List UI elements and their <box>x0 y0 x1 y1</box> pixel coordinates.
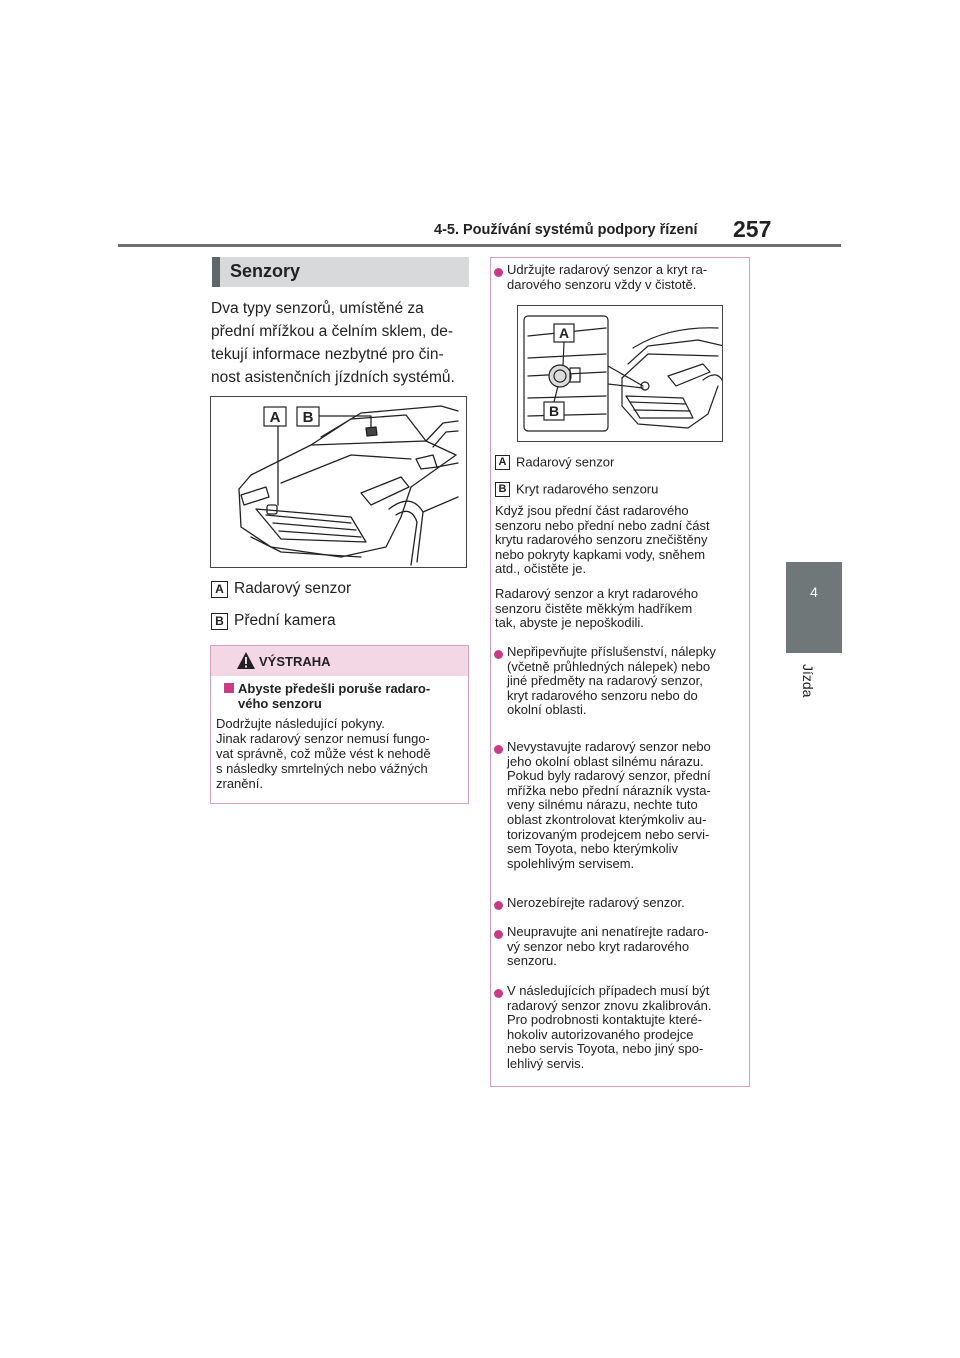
warning-line: Dodržujte následující pokyny. <box>216 716 385 731</box>
bullet-icon <box>494 901 503 910</box>
text-line: kryt radarového senzoru nebo do <box>507 687 698 703</box>
warning-line: zranění. <box>216 776 263 791</box>
text-line: nebo servis Toyota, nebo jiný spo- <box>507 1041 704 1057</box>
bullet-no-disassembly <box>507 896 747 911</box>
section-heading-text: Senzory <box>230 261 301 281</box>
bullet-icon <box>494 268 503 277</box>
text-line: spolehlivým servisem. <box>507 855 635 871</box>
cleaning-paragraph-2 <box>495 587 745 631</box>
legend-text-a-right: Radarový senzor <box>516 454 615 470</box>
section-heading <box>212 257 469 287</box>
bullet-clean-sensor <box>507 263 745 292</box>
chapter-tab-number: 4 <box>810 584 818 600</box>
warning-body <box>216 716 466 791</box>
text-line: radarový senzor znovu zkalibrován. <box>507 997 712 1013</box>
legend-item-b-right <box>495 482 658 497</box>
text-line: Pro podrobnosti kontaktujte které- <box>507 1012 703 1028</box>
warning-line: vat správně, což může vést k nehodě <box>216 746 431 761</box>
warning-subtitle <box>224 681 464 711</box>
intro-line: Dva typy senzorů, umístěné za <box>211 300 424 317</box>
legend-text-a: Radarový senzor <box>234 580 352 597</box>
legend-key-b: B <box>211 613 228 630</box>
text-line: Nerozebírejte radarový senzor. <box>507 895 685 910</box>
text-line: veny silnému nárazu, nechte tuto <box>507 797 698 813</box>
text-line: Neupravujte ani nenatírejte radaro- <box>507 924 709 939</box>
page-number: 257 <box>733 216 772 242</box>
text-line: mřížka nebo přední nárazník vysta- <box>507 782 711 798</box>
fig2-label-a: A <box>558 325 570 341</box>
bullet-icon <box>494 989 503 998</box>
text-line: okolní oblasti. <box>507 702 587 718</box>
legend-text-b: Přední kamera <box>234 612 336 629</box>
warning-subtitle-line: vého senzoru <box>238 696 322 711</box>
legend-item-b <box>211 612 336 632</box>
text-line: sem Toyota, nebo kterýmkoliv <box>507 841 678 857</box>
radar-sensor-illustration <box>517 305 723 442</box>
legend-item-a-right <box>495 455 614 470</box>
text-line: Nepřipevňujte příslušenství, nálepky <box>507 644 716 659</box>
intro-line: tekují informace nezbytné pro čin- <box>211 346 444 363</box>
radar-closeup-drawing <box>518 306 723 442</box>
warning-line: Jinak radarový senzor nemusí fungo- <box>216 731 430 746</box>
text-line: V následujících případech musí být <box>507 983 710 998</box>
chapter-tab <box>786 562 842 653</box>
chapter-tab-label: Jízda <box>800 664 816 698</box>
car-front-drawing <box>211 397 467 568</box>
intro-paragraph <box>211 297 476 389</box>
text-line: krytu radarového senzoru znečištěny <box>495 532 708 548</box>
bullet-icon <box>494 930 503 939</box>
warning-triangle-icon <box>236 651 256 670</box>
legend-text-b-right: Kryt radarového senzoru <box>516 481 659 497</box>
bullet-no-accessories <box>507 645 747 718</box>
warning-subtitle-line: Abyste předešli poruše radaro- <box>238 681 431 696</box>
header-rule <box>118 244 841 247</box>
legend-key-a-right: A <box>495 455 510 470</box>
text-line: hokoliv autorizovaného prodejce <box>507 1026 694 1042</box>
text-line: Když jsou přední část radarového <box>495 503 689 518</box>
warning-box <box>210 645 469 804</box>
bullet-icon <box>494 745 503 754</box>
text-line: Udržujte radarový senzor a kryt ra- <box>507 262 708 277</box>
text-line: senzoru nebo přední nebo zadní část <box>495 517 710 533</box>
text-line: jeho okolní oblast silnému nárazu. <box>507 753 704 769</box>
legend-item-a <box>211 580 351 600</box>
cleaning-paragraph-1 <box>495 504 745 577</box>
bullet-icon <box>494 650 503 659</box>
bullet-no-impact <box>507 740 747 871</box>
text-line: senzoru. <box>507 953 557 969</box>
fig1-label-b: B <box>302 409 314 426</box>
chapter-tab-label-box <box>796 664 836 744</box>
warning-line: s následky smrtelných nebo vážných <box>216 761 428 776</box>
fig1-label-a: A <box>269 409 281 426</box>
text-line: jiné předměty na radarový senzor, <box>507 673 703 689</box>
square-bullet-icon <box>224 683 234 693</box>
text-line: (včetně průhledných nálepek) nebo <box>507 658 711 674</box>
chapter-title: 4-5. Používání systémů podpory řízení <box>434 222 698 238</box>
warning-title: VÝSTRAHA <box>259 654 331 669</box>
text-line: atd., očistěte je. <box>495 561 587 577</box>
fig2-label-b: B <box>548 403 560 419</box>
bullet-no-modification <box>507 925 747 969</box>
legend-key-b-right: B <box>495 482 510 497</box>
text-line: Radarový senzor a kryt radarového <box>495 586 699 601</box>
car-sensors-illustration <box>210 396 467 568</box>
legend-key-a: A <box>211 581 228 598</box>
text-line: oblast zkontrolovat kterýmkoliv au- <box>507 811 707 827</box>
text-line: torizovaným prodejcem nebo servi- <box>507 826 710 842</box>
warning-header <box>211 646 468 676</box>
text-line: senzoru čistěte měkkým hadříkem <box>495 600 693 616</box>
bullet-recalibration <box>507 984 747 1072</box>
intro-line: přední mřížkou a čelním sklem, de- <box>211 323 454 340</box>
text-line: darového senzoru vždy v čistotě. <box>507 276 697 292</box>
text-line: vý senzor nebo kryt radarového <box>507 938 690 954</box>
text-line: tak, abyste je nepoškodili. <box>495 615 644 631</box>
text-line: Pokud byly radarový senzor, přední <box>507 768 711 784</box>
intro-line: nost asistenčních jízdních systémů. <box>211 369 455 386</box>
text-line: Nevystavujte radarový senzor nebo <box>507 739 711 754</box>
text-line: nebo pokryty kapkami vody, sněhem <box>495 546 706 562</box>
text-line: lehlivý servis. <box>507 1055 585 1071</box>
